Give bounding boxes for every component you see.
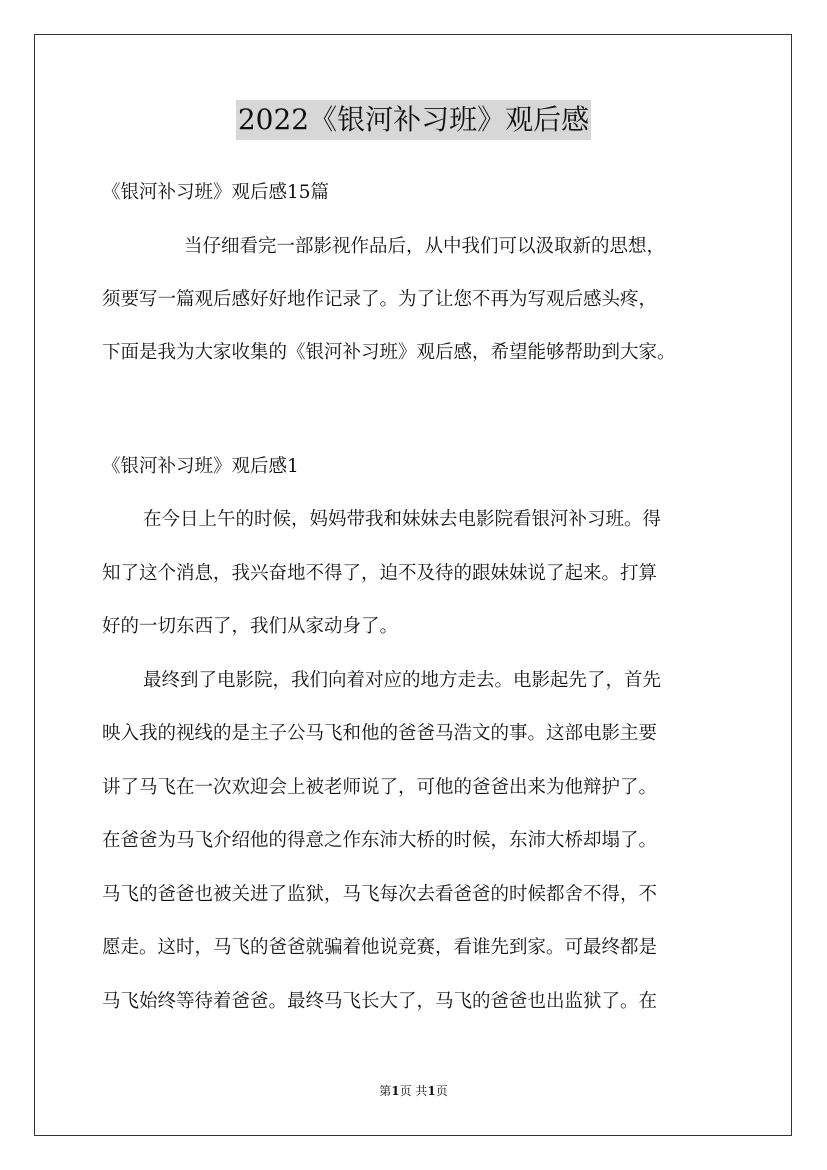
intro-line: 当仔细看完一部影视作品后，从中我们可以汲取新的思想， (184, 236, 666, 257)
body-line: 好的一切东西了，我们从家动身了。 (102, 616, 399, 637)
title-area (0, 100, 827, 140)
body-line: 讲了马飞在一次欢迎会上被老师说了，可他的爸爸出来为他辩护了。 (102, 777, 658, 798)
body-line: 知了这个消息，我兴奋地不得了，迫不及待的跟妹妹说了起来。打算 (102, 563, 658, 584)
page-footer (0, 1082, 827, 1099)
body-line: 马飞始终等待着爸爸。最终马飞长大了，马飞的爸爸也出监狱了。在 (102, 991, 658, 1012)
footer-prefix: 第 (379, 1084, 392, 1098)
document-title: 2022《银河补习班》观后感 (236, 100, 591, 140)
body-line: 马飞的爸爸也被关进了监狱，马飞每次去看爸爸的时候都舍不得，不 (102, 884, 658, 905)
body-line: 最终到了电影院，我们向着对应的地方走去。电影起先了，首先 (143, 670, 662, 691)
body-line: 在今日上午的时候，妈妈带我和妹妹去电影院看银河补习班。得 (143, 509, 662, 530)
body-line: 映入我的视线的是主子公马飞和他的爸爸马浩文的事。这部电影主要 (102, 723, 658, 744)
body-line: 愿走。这时，马飞的爸爸就骗着他说竞赛，看谁先到家。可最终都是 (102, 937, 658, 958)
body-line: 在爸爸为马飞介绍他的得意之作东沛大桥的时候，东沛大桥却塌了。 (102, 830, 658, 851)
footer-mid: 页 共 (399, 1084, 428, 1098)
footer-page-current: 1 (391, 1084, 400, 1098)
section-heading: 《银河补习班》观后感1 (102, 456, 299, 477)
intro-line: 下面是我为大家收集的《银河补习班》观后感，希望能够帮助到大家。 (102, 342, 676, 363)
footer-suffix: 页 (435, 1084, 448, 1098)
subtitle: 《银河补习班》观后感15篇 (102, 182, 330, 203)
intro-line: 须要写一篇观后感好好地作记录了。为了让您不再为写观后感头疼， (102, 289, 658, 310)
footer-page-total: 1 (427, 1084, 436, 1098)
